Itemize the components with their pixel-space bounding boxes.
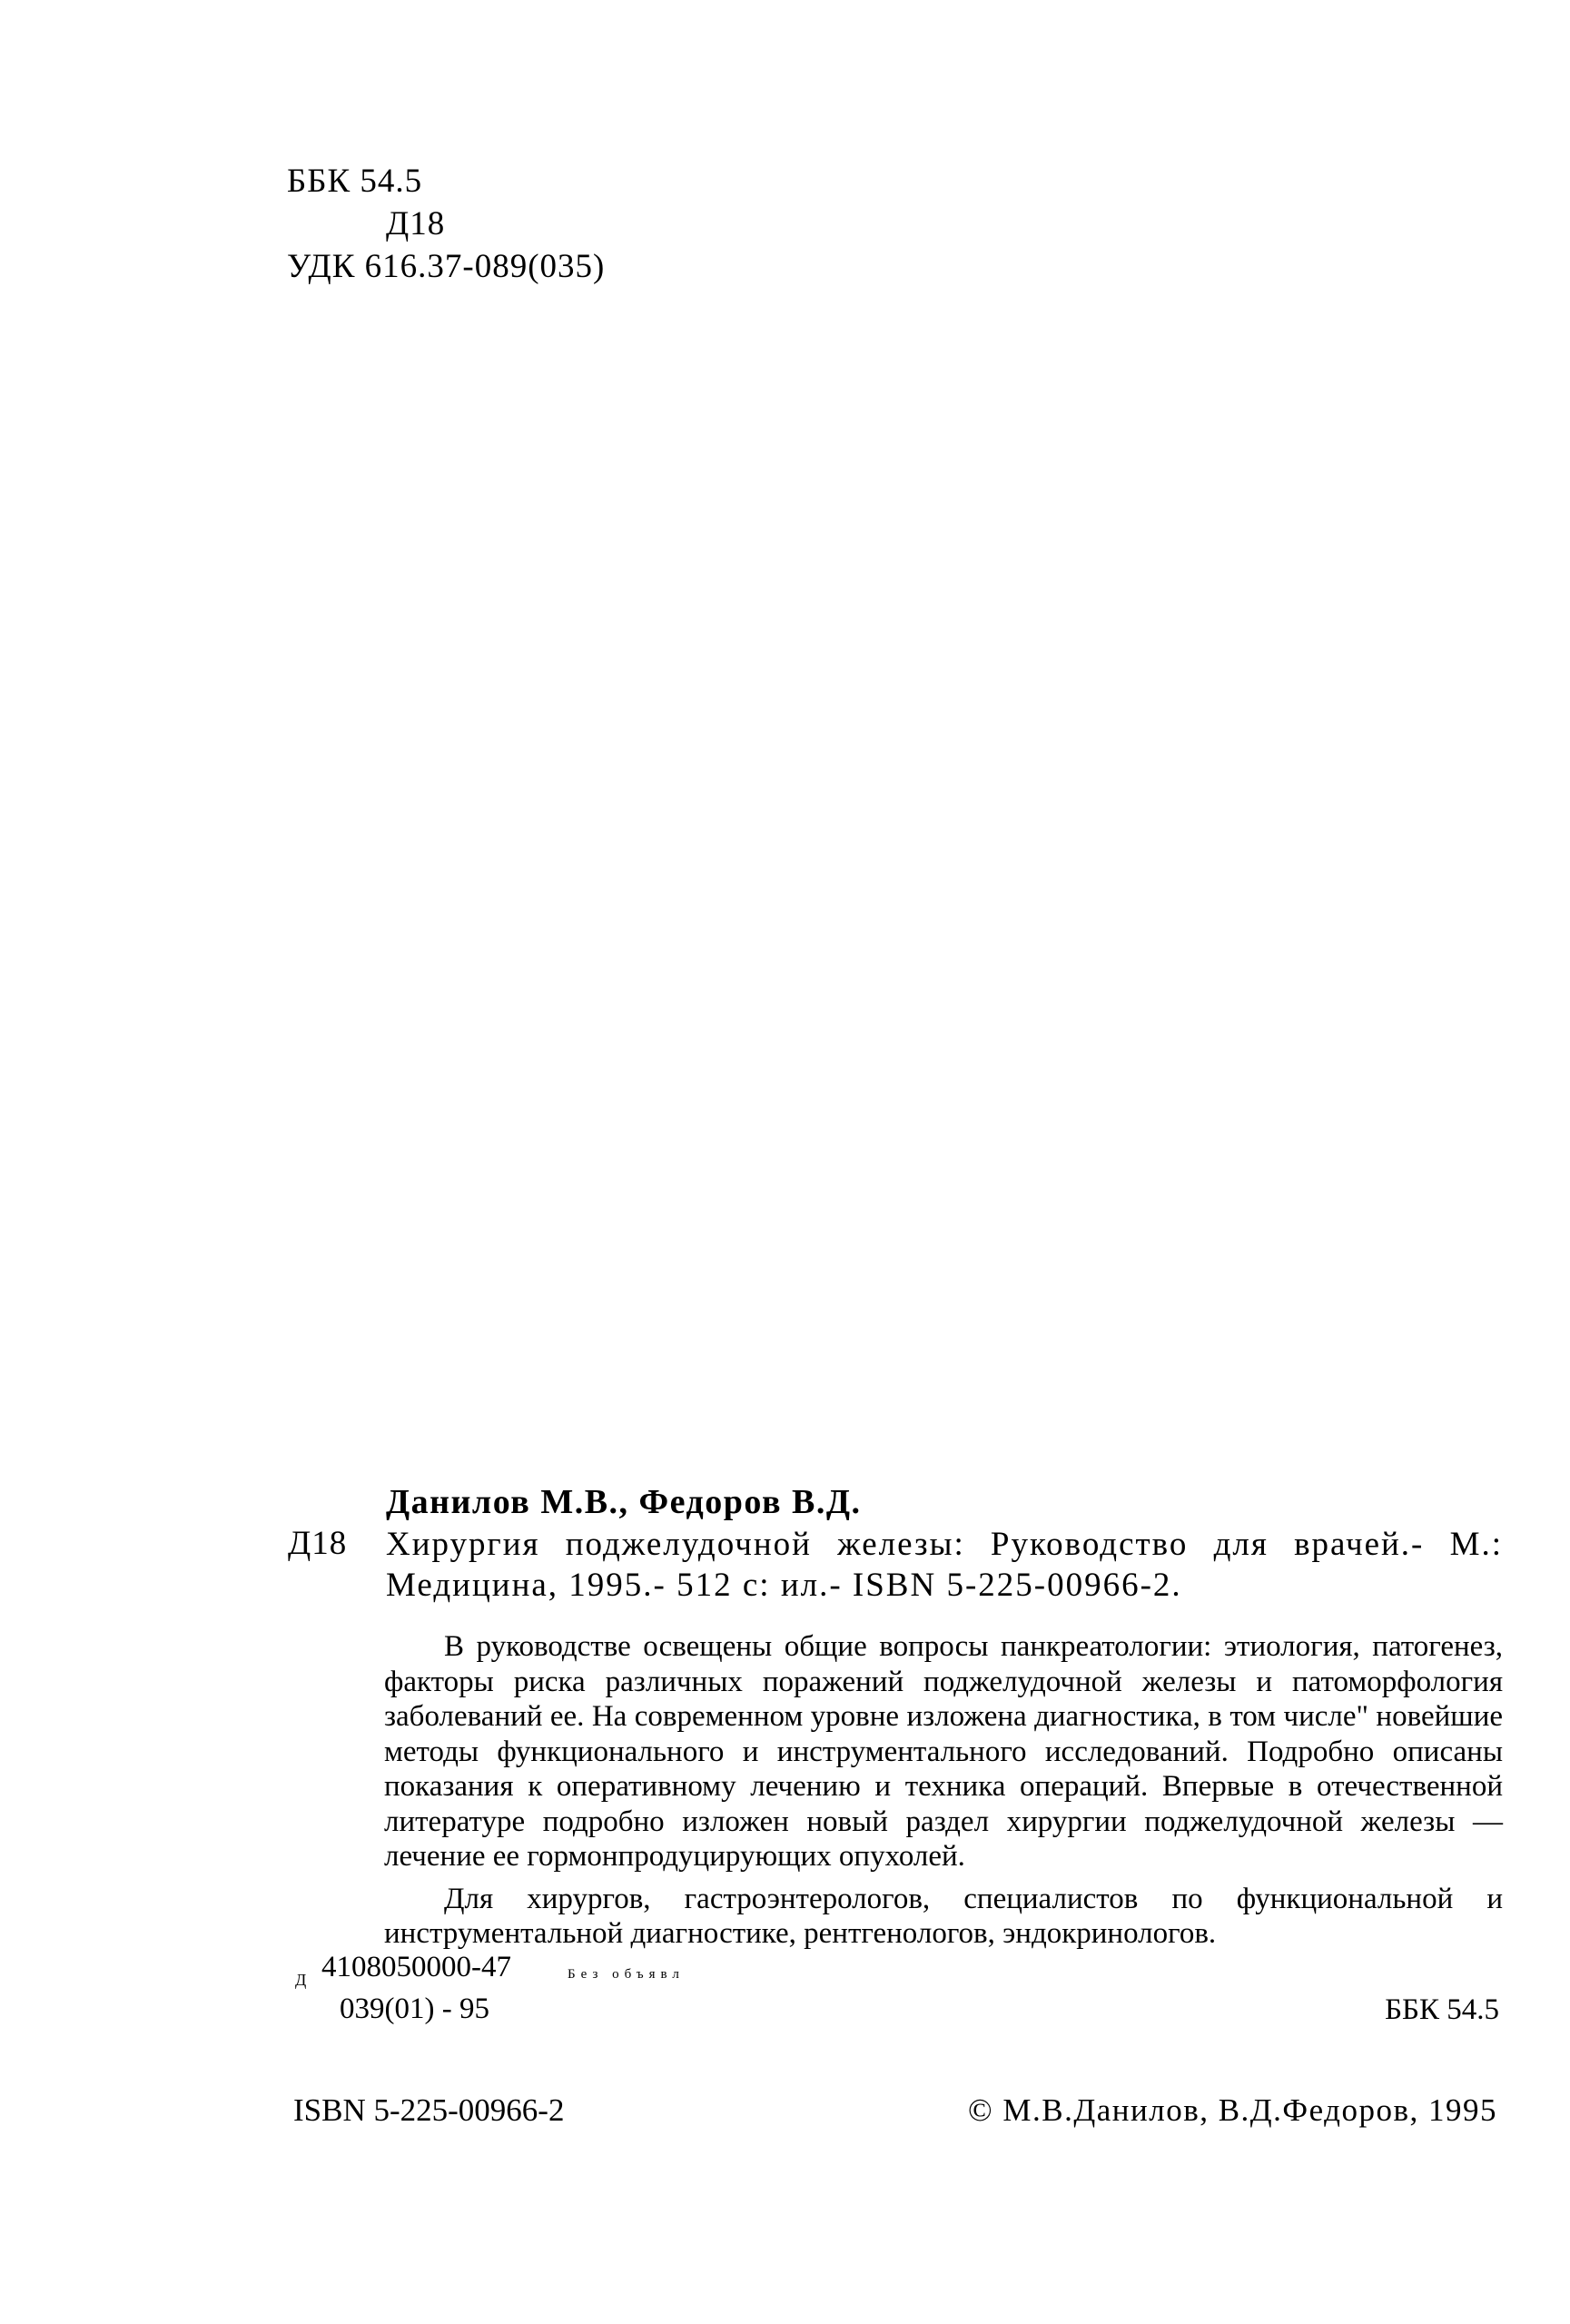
udk-code: УДК 616.37-089(035) bbox=[287, 248, 606, 285]
catalog-prefix: Д bbox=[295, 1971, 307, 1989]
isbn: ISBN 5-225-00966-2 bbox=[293, 2092, 565, 2128]
catalog-note: Без объявл bbox=[568, 1967, 685, 1982]
authors-heading: Данилов М.В., Федоров В.Д. bbox=[386, 1483, 862, 1521]
audience-paragraph: Для хирургов, гастроэнтерологов, специалистов по функциональной и инструментальной диагностике, рентгенологов, эндокринологов. bbox=[384, 1882, 1503, 1950]
author-mark: Д18 bbox=[386, 205, 446, 242]
abstract bbox=[384, 1629, 1503, 1959]
abstract-paragraph: В руководстве освещены общие вопросы панкреатологии: этиология, патогенез, факторы риска различных поражений поджелудочной железы и патоморфология заболеваний ее. На современном уровне изложена диагностика, в том числе" новейшие методы функционального и инструментального исследований. Подробно описаны показания к оперативному лечению и техника операций. Впервые в отечественной литературе подробно изложен новый раздел хирургии поджелудочной железы — лечение ее гормонпродуцирующих опухолей. bbox=[384, 1630, 1503, 1873]
catalog-number-top: 4108050000-47 bbox=[321, 1951, 511, 1983]
classification-block bbox=[287, 160, 605, 288]
copyright: © М.В.Данилов, В.Д.Федоров, 1995 bbox=[968, 2092, 1497, 2128]
entry-author-mark: Д18 bbox=[288, 1525, 348, 1562]
catalog-bbk: ББК 54.5 bbox=[1385, 1993, 1499, 2026]
bbk-code: ББК 54.5 bbox=[287, 163, 423, 200]
bibliographic-description: Хирургия поджелудочной железы: Руководство для врачей.- М.: Медицина, 1995.- 512 с: ил.- ISBN 5-225-00966-2. bbox=[386, 1526, 1503, 1604]
catalog-number-bottom: 039(01) - 95 bbox=[340, 1993, 489, 2025]
